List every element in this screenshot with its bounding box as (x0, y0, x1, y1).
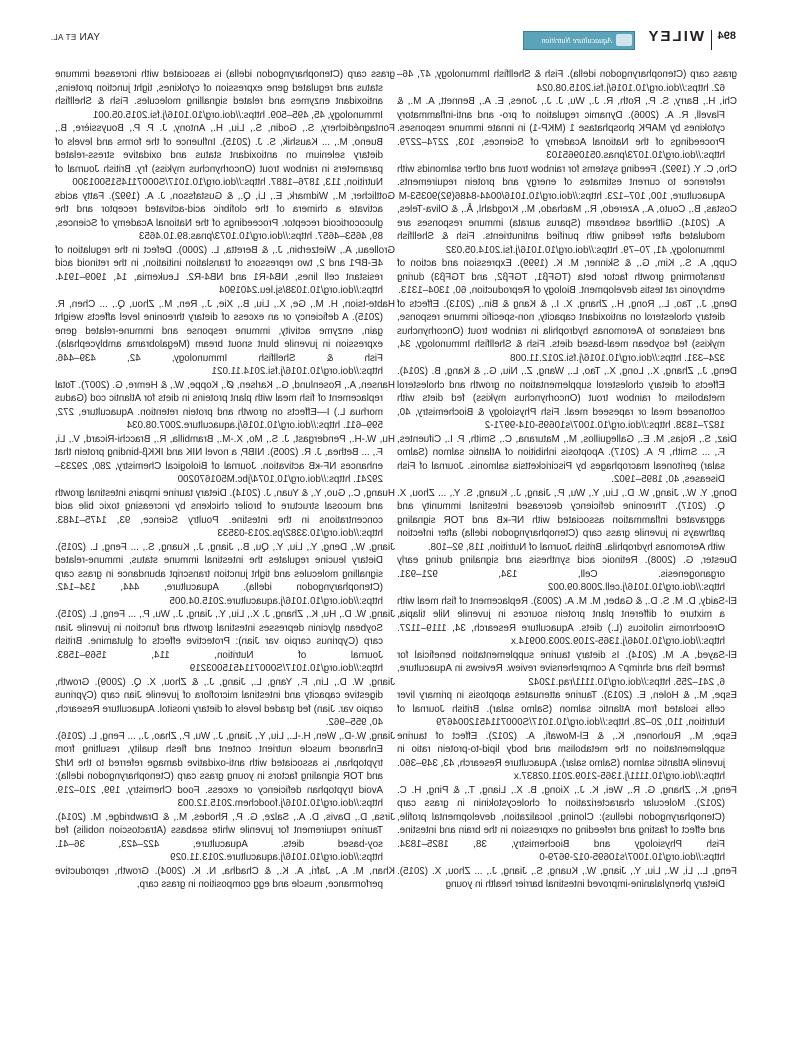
reference-entry: Jirsa, D., Davis, D. A., Salze, G. P., Rhodes, M., & Drawbridge, M. (2014). Taurine requirement for juvenile white seabass (Atractoscion nobilis) fed soy-based diets. Aquaculture, 422–423, 36–41. https://doi.org/10.1016/j.aquaculture.2013.11.029 (55, 811, 395, 863)
journal-banner (523, 31, 635, 50)
references-left-column (397, 68, 737, 892)
page-header (0, 28, 800, 58)
reference-entry: Feng, K., Zhang, G. R., Wei, K. J., Xiong, B. X., Liang, T., & Ping, H. C. (2012). Molecular characterization of cholecystokinin in grass carp (Ctenopharyngodon idellus): Cloning, localization, developmental profile, and effect of fasting and refeeding on expression in the brain and intestine. Fish Physiology and Biochemistry, 38, 1825–1834. https://doi.org/10.1007/s10695-012-9679-0 (397, 784, 737, 863)
reference-entry: Diaz, S., Rojas, M. E., Galleguillos, M., Maturana, C., Smith, P. I., Cifuentes, F., ... Smith, P. A. (2017). Apoptosis inhibition of Atlantic salmon (Salmo salar) peritoneal macrophages by Piscirickettsia salmonis. Journal of Fish Diseases, 40, 1895–1902. (397, 433, 737, 485)
reference-entry: Espe, M., Ruohonen, K., & El-Mowafi, A. (2012). Effect of taurine supplementation on the metabolism and body lipid-to-protein ratio in juvenile Atlantic salmon (Salmo salar). Aquaculture Research, 43, 349–360. https://doi.org/10.1111/j.1365-2109.2011.02837.x (397, 730, 737, 782)
reference-entry: Khan, M. A., Jafri, A. K., & Chadha, N. K. (2004). Growth, reproductive performance, muscle and egg composition in grass carp, (55, 865, 395, 890)
reference-entry: grass carp (Ctenopharyngodon idella) is associated with increased immune status and regulated gene expression of cytokines, tight junction proteins, antioxidant enzymes and related signalling molecules. Fish & Shellfish Immunology, 45, 495–509. https://doi.org/10.1016/j.fsi.2015.05.001 (55, 69, 395, 121)
running-head (51, 32, 101, 43)
reference-entry: Hansen, A., Rosenlund, G., Karlsen, Ø., Koppe, W., & Hemre, G. (2007). Total replacement of fish meal with plant proteins in diets for Atlantic cod (Gadus morhua L.) I—Effects on growth and protein retention. Aquaculture, 272, 599–611. https://doi.org/10.1016/j.aquaculture.2007.08.034 (55, 379, 395, 431)
journal-title: Aquaculture Nutrition (541, 36, 612, 45)
reference-entry: Jiang, W., Deng, Y., Liu, Y., Qu, B., Jiang, J., Kuang, S., ... Feng, L. (2015). Dietary leucine regulates the intestinal immune status, immune-related signalling molecules and tight junction transcript abundance in grass carp (Ctenopharyngodon idella). Aquaculture, 444, 134–142. https://doi.org/10.1016/j.aquaculture.2015.04.005 (55, 541, 395, 607)
reference-entry: Habte-tsion, H. M., Ge, X., Liu, B., Xie, J., Ren, M., Zhou, Q., ... Chen, R. (2015). A deficiency or an excess of dietary threonine level affects weight gain, enzyme activity, immune response and immune-related gene expression in juvenile blunt snout bream (Megalobrama amblycephala). Fish & Shellfish Immunology, 42, 439–446. https://doi.org/10.1016/j.fsi.2014.11.021 (55, 298, 395, 377)
running-head-suffix: ET AL. (50, 33, 77, 42)
publisher-logo: WILEY (646, 28, 704, 45)
running-head-author: YAN (79, 32, 100, 43)
reference-entry: grass carp (Ctenopharyngodon idella). Fish & Shellfish Immunology, 47, 46–62. https://doi.org/10.1016/j.fsi.2015.08.024 (397, 69, 737, 94)
references-right-column (55, 68, 395, 892)
reference-entry: El-Sayed, A. M. (2014). Is dietary taurine supplementation beneficial for farmed fish and shrimp? A comprehensive review. Reviews in Aquaculture, 6, 241–255. https://doi.org/10.1111/raq.12042 (397, 649, 737, 688)
reference-entry: Gottlicher, M., Widmark, E., Li, Q., & Gustafsson, J. A. (1992). Fatty acids activate a chimera of the clofibric acid-activated receptor and the glucocorticoid receptor. Proceedings of the National Academy of Sciences, 89, 4653–4657. https://doi.org/10.1073/pnas.89.10.4653 (55, 190, 395, 242)
reference-entry: Grolleau, A., Wietzerbin, J., & Beretta, L. (2000). Defect in the regulation of 4E-BP1 and 2, two repressors of translation initiation, in the retinoid acid resistant cell lines, NB4-R1 and NB4-R2. Leukemia, 14, 1909–1914. https://doi.org/10.1038/sj.leu.2401904 (55, 244, 395, 296)
reference-entry: Hu, W.-H., Pendergast, J. S., Mo, X.-M., Brambilla, R., Bracchi-Ricard, V., Li, F., ... Bethea, J. R. (2005). NIBP, a novel NIK and IKKβ-binding protein that enhances NF-κB activation. Journal of Biological Chemistry, 280, 29233–29241. https://doi.org/10.1074/jbc.M501670200 (55, 433, 395, 485)
header-divider (711, 30, 712, 50)
reference-entry: Deng, J., Tao, L., Rong, H., Zhang, X. I., & Kang & Bin., (2013). Effects of dietary cholesterol on antioxidant capacity, non-specific immune response, and resistance to Aeromonas hydrophila in rainbow trout (Oncorhynchus mykiss) fed soybean meal-based diets. Fish & Shellfish Immunology, 34, 324–331. https://doi.org/10.1016/j.fsi.2012.11.008 (397, 298, 737, 364)
reference-entry: Costas, B., Couto, A., Azeredo, R., Machado, M., Krogdahl, Å., & Oliva-Teles, A. (2014). Gilthead seabream (Sparus aurata) immune responses are modulated after feeding with purified antinutrients. Fish & Shellfish Immunology, 41, 70–79. https://doi.org/10.1016/j.fsi.2014.05.032 (397, 204, 737, 256)
reference-entry: Cupp, A. S., Kim, G., & Skinner, M. K. (1999). Expression and action of transforming growth factor beta (TGFβ1, TGFβ2, and TGFβ3) during embryonic rat testis development. Biology of Reproduction, 60, 1304–1313. (397, 258, 737, 296)
reference-entry: Cho, C. Y. (1992). Feeding systems for rainbow trout and other salmonids with reference to current estimates of energy and protein requirements. Aquaculture, 100, 107–123. https://doi.org/10.1016/0044-8486(92)90353-M (397, 163, 737, 202)
page-number: 894 (717, 30, 736, 42)
reference-entry: Fontagnédichery, S., Godin, S., Liu, H., Antony, J. P. P., Bouyssière, B., Bueno, M., ... Kaushik, S. J. (2015). Influence of the forms and levels of dietary selenium on antioxidant status and oxidative stress-related parameters in rainbow trout (Oncorhynchus mykiss) fry. British Journal of Nutrition, 113, 1876–1887. https://doi.org/10.1017/S0007114515001300 (55, 123, 395, 188)
reference-entry: Dong, Y. W., Jiang, W. D., Liu, Y., Wu, P., Jiang, J., Kuang, S. Y., ... Zhou, X. Q. (2017). Threonine deficiency decreased intestinal immunity and aggravated inflammation associated with NF-κB and TOR signaling pathways in juvenile grass carp (Ctenopharyngodon idella) after infection with Aeromonas hydrophila. British Journal of Nutrition, 118, 92–108. (397, 487, 737, 553)
reference-entry: Deng, J., Zhang, X., Long, X., Tao, L., Wang, Z., Niu, G., & Kang, B. (2014). Effects of dietary cholesterol supplementation on growth and cholesterol metabolism of rainbow trout (Oncorhynchus mykiss) fed diets with cottonseed meal or rapeseed meal. Fish Physiology & Biochemistry, 40, 1827–1838. https://doi.org/10.1007/s10695-014-9971-2 (397, 366, 737, 431)
reference-entry: El-Saidy, D. M. S. D., & Gaber, M. M. A. (2003). Replacement of fish meal with a mixture of different plant protein sources in juvenile Nile tilapia, Oreochromis niloticus (L.) diets. Aquaculture Research, 34, 1119–1127. https://doi.org/10.1046/j.1365-2109.2003.00914.x (397, 595, 737, 647)
journal-logo-icon (616, 34, 632, 46)
reference-entry: Jiang, W. D., Hu, K., Zhang, J. X., Liu, Y., Jiang, J., Wu, P., ... Feng, L. (2015). Soybean glycinin depresses intestinal growth and function in juvenile Jian carp (Cyprinus carpio var Jian): Protective effects of glutamine. British Journal of Nutrition, 114, 1569–1583. https://doi.org/10.1017/S0007114515003219 (55, 609, 395, 674)
reference-entry: Jiang, W.-D., Wen, H.-L., Liu, Y., Jiang, J., Wu, P., Zhao, J., ... Feng, L. (2016). Enhanced muscle nutrient content and flesh quality, resulting from tryptophan, is associated with anti-oxidative damage referred to the Nrf2 and TOR signaling factors in young grass carp (Ctenopharyngodon idella): Avoid tryptophan deficiency or excess. Food Chemistry, 199, 210–219. https://doi.org/10.1016/j.foodchem.2015.12.003 (55, 730, 395, 809)
reference-entry: Chi, H., Barry, S. P., Roth, R. J., Wu, J. J., Jones, E. A., Bennett, A. M., & Flavell, R. A. (2006). Dynamic regulation of pro- and anti-inflammatory cytokines by MAPK phosphatase 1 (MKP-1) in innate immune responses. Proceedings of the National Academy of Sciences, 103, 2274–2279. https://doi.org/10.1073/pnas.0510965103 (397, 96, 737, 161)
reference-entry: Huang, C., Guo, Y., & Yuan, J. (2014). Dietary taurine impairs intestinal growth and mucosal structure of broiler chickens by increasing toxic bile acid concentrations in the intestine. Poultry Science, 93, 1475–1483. https://doi.org/10.3382/ps.2013-03533 (55, 487, 395, 539)
reference-entry: Duester, G. (2008). Retinoic acid synthesis and signaling during early organogenesis. Cell, 134, 921–931. https://doi.org/10.1016/j.cell.2008.09.002 (397, 555, 737, 593)
reference-entry: Jiang, W. D., Lin, F., Yang, L., Jiang, J., & Zhou, X. Q. (2009). Growth, digestive capacity and intestinal microflora of juvenile Jian carp (Cyprinus carpio var. Jian) fed graded levels of dietary inositol. Aquaculture Research, 40, 955–962. (55, 676, 395, 728)
reference-entry: Feng, L., Li, W., Liu, Y., Jiang, W., Kuang, S., Jiang, J., ... Zhou, X. (2015). Dietary phenylalanine-improved intestinal barrier health in young (397, 865, 737, 890)
reference-entry: Espe, M., & Holen, E. (2013). Taurine attenuates apoptosis in primary liver cells isolated from Atlantic salmon (Salmo salar). British Journal of Nutrition, 110, 20–28. https://doi.org/10.1017/S0007114512004679 (397, 690, 737, 728)
